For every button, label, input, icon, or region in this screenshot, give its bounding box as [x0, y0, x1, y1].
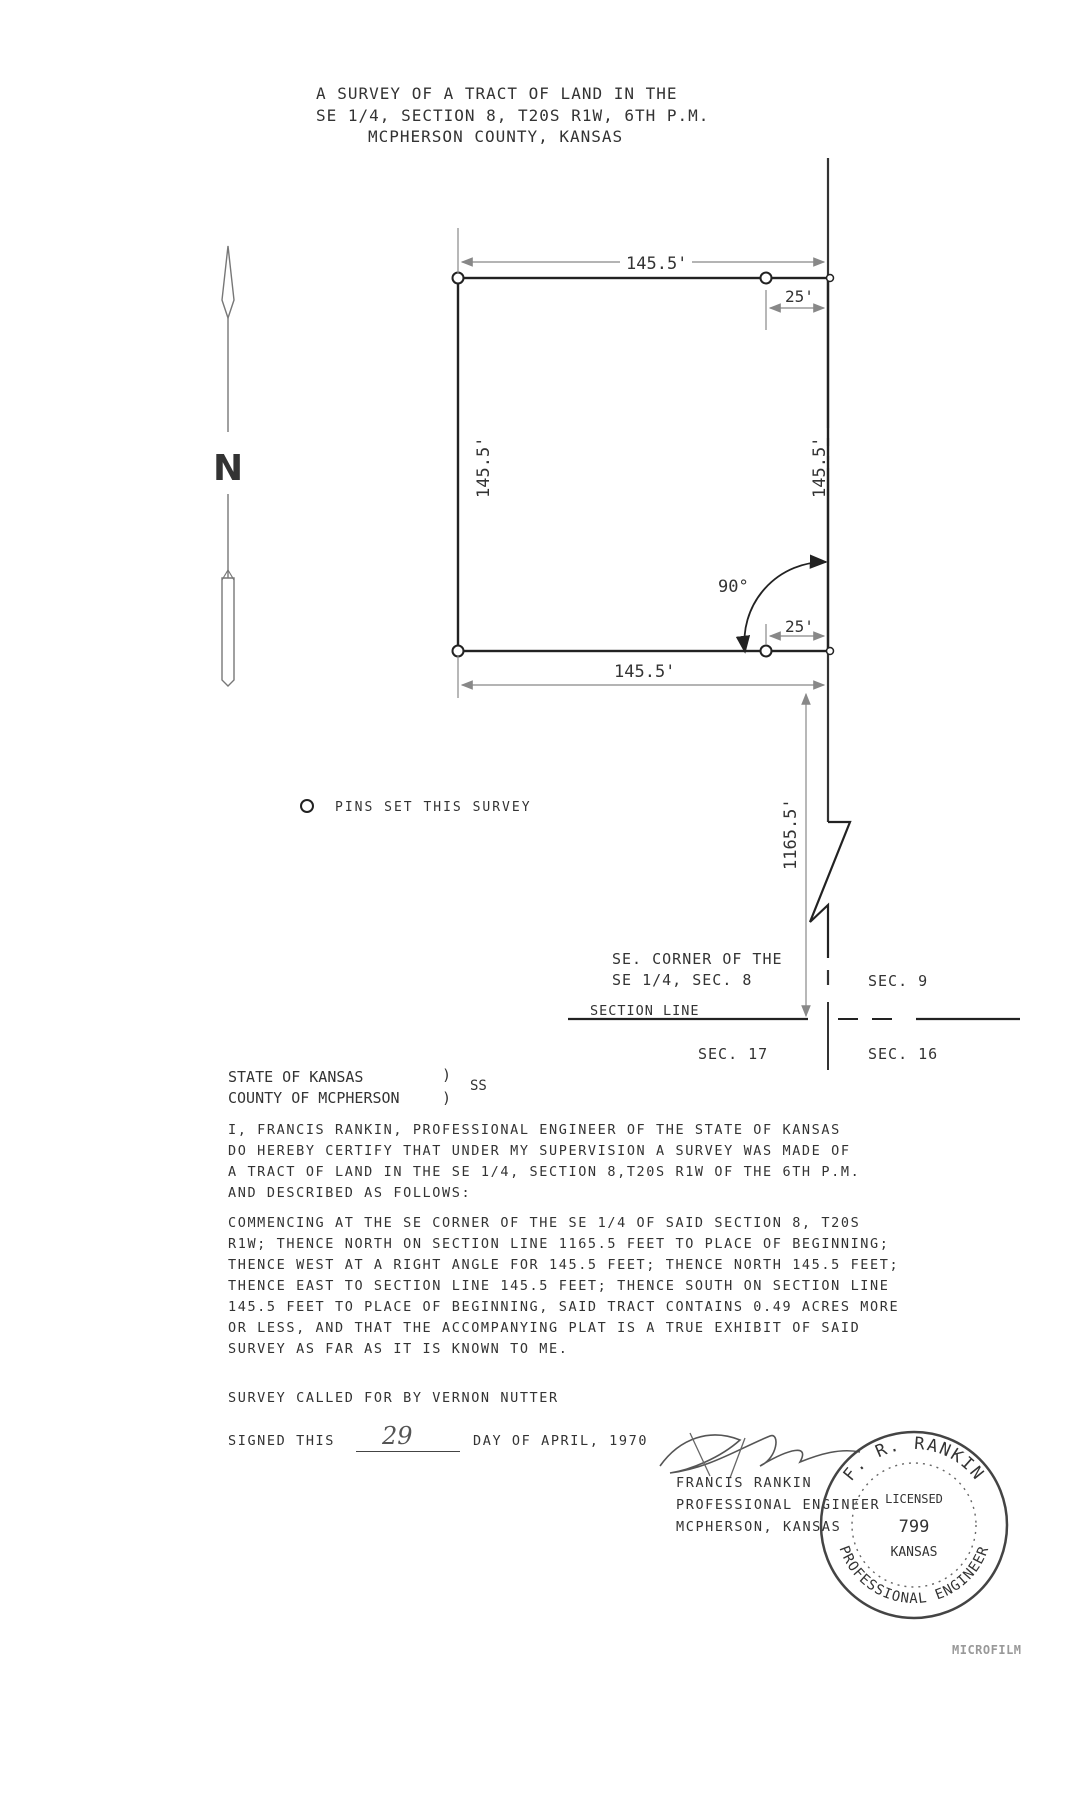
seal-top-text: F. R. RANKIN	[839, 1433, 989, 1485]
dim-bottom: 145.5'	[614, 662, 676, 682]
seal-state: KANSAS	[890, 1545, 938, 1560]
sec-17-label: SEC. 17	[698, 1045, 769, 1063]
pin-markers	[453, 273, 772, 657]
venue-state: STATE OF KANSAS	[228, 1068, 364, 1086]
signed-day: 29	[382, 1422, 413, 1450]
seal-licensed: LICENSED	[885, 1492, 943, 1506]
dim-top: 145.5'	[626, 254, 688, 274]
seal-bottom-text: PROFESSIONAL ENGINEER	[835, 1543, 993, 1607]
sec-16-label: SEC. 16	[868, 1045, 939, 1063]
signed-day-underline	[356, 1451, 460, 1452]
signed-prefix: SIGNED THIS	[228, 1433, 336, 1449]
angle-arc	[744, 562, 826, 652]
description-line: R1W; THENCE NORTH ON SECTION LINE 1165.5 FEET TO PLACE OF BEGINNING;	[228, 1236, 890, 1252]
certification-line: DO HEREBY CERTIFY THAT UNDER MY SUPERVISION A SURVEY WAS MADE OF	[228, 1143, 851, 1159]
venue-paren-2: )	[442, 1089, 452, 1107]
signed-suffix: DAY OF APRIL, 1970	[473, 1433, 649, 1449]
tract-boundary	[458, 278, 828, 651]
engineer-seal-icon	[814, 1425, 1014, 1625]
dim-top-offset: 25'	[785, 287, 814, 306]
signer-location: MCPHERSON, KANSAS	[676, 1519, 842, 1535]
survey-title-line-1: A SURVEY OF A TRACT OF LAND IN THE	[316, 84, 678, 103]
se-corner-label-2: SE 1/4, SEC. 8	[612, 971, 753, 989]
signer-title: PROFESSIONAL ENGINEER	[676, 1497, 881, 1513]
dim-right: 145.5'	[810, 436, 830, 498]
venue-paren-1: )	[442, 1066, 452, 1084]
sec-9-label: SEC. 9	[868, 972, 929, 990]
description-line: SURVEY AS FAR AS IT IS KNOWN TO ME.	[228, 1341, 569, 1357]
certification-line: A TRACT OF LAND IN THE SE 1/4, SECTION 8,T20S R1W OF THE 6TH P.M.	[228, 1164, 861, 1180]
signer-name: FRANCIS RANKIN	[676, 1475, 813, 1491]
north-letter: N	[213, 448, 244, 489]
microfilm-stamp: MICROFILM	[952, 1643, 1022, 1657]
description-line: 145.5 FEET TO PLACE OF BEGINNING, SAID TRACT CONTAINS 0.49 ACRES MORE	[228, 1299, 900, 1315]
description-line: COMMENCING AT THE SE CORNER OF THE SE 1/4 OF SAID SECTION 8, T20S	[228, 1215, 861, 1231]
description-line: THENCE EAST TO SECTION LINE 145.5 FEET; THENCE SOUTH ON SECTION LINE	[228, 1278, 890, 1294]
venue-ss: SS	[470, 1078, 487, 1094]
certification-line: I, FRANCIS RANKIN, PROFESSIONAL ENGINEER OF THE STATE OF KANSAS	[228, 1122, 841, 1138]
dim-left: 145.5'	[474, 436, 494, 498]
description-line: OR LESS, AND THAT THE ACCOMPANYING PLAT IS A TRUE EXHIBIT OF SAID	[228, 1320, 861, 1336]
survey-called-for: SURVEY CALLED FOR BY VERNON NUTTER	[228, 1390, 559, 1406]
dim-bottom-offset: 25'	[785, 617, 814, 636]
section-line-label: SECTION LINE	[590, 1003, 700, 1019]
svg-text:F. R. RANKIN	[840, 1434, 989, 1485]
seal-number: 799	[898, 1517, 930, 1537]
angle-label: 90°	[718, 577, 749, 597]
dim-tie: 1165.5'	[781, 798, 801, 870]
venue-county: COUNTY OF MCPHERSON	[228, 1089, 400, 1107]
se-corner-label-1: SE. CORNER OF THE	[612, 950, 783, 968]
legend-pin-icon	[301, 800, 313, 812]
survey-title-line-3: MCPHERSON COUNTY, KANSAS	[368, 127, 624, 146]
certification-line: AND DESCRIBED AS FOLLOWS:	[228, 1185, 472, 1201]
survey-title-line-2: SE 1/4, SECTION 8, T20S R1W, 6TH P.M.	[316, 106, 710, 125]
description-line: THENCE WEST AT A RIGHT ANGLE FOR 145.5 FEET; THENCE NORTH 145.5 FEET;	[228, 1257, 900, 1273]
legend-text: PINS SET THIS SURVEY	[335, 800, 532, 815]
break-symbol	[810, 822, 850, 958]
